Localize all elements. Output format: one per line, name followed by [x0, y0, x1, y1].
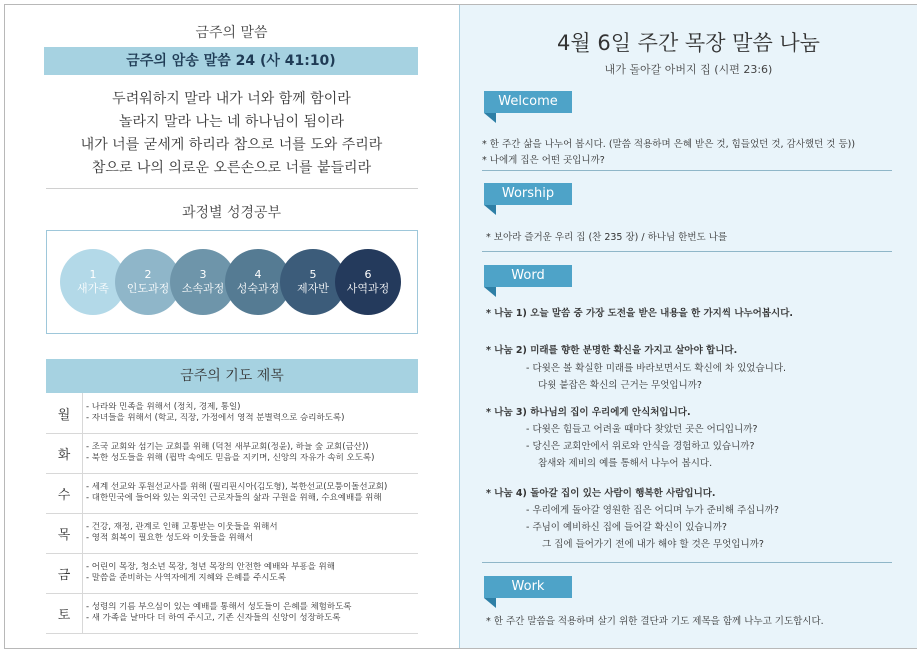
course-number: 1 — [89, 268, 97, 281]
left-panel — [4, 4, 459, 649]
course-name: 성숙과정 — [236, 282, 280, 295]
welcome-line: * 한 주간 삶을 나누어 봅시다. (말씀 적용하며 은혜 받은 것, 힘들었던 것, 감사했던 것 등)) — [482, 139, 856, 150]
prayer-line: - 말씀을 준비하는 사역자에게 지혜와 은혜를 주시도록 — [86, 573, 286, 583]
prayer-line: - 새 가족을 날마다 더 하여 주시고, 기존 신자들의 신앙이 성장하도록 — [86, 613, 341, 623]
prayer-day: 수 — [46, 473, 83, 513]
word-sub-line: 그 집에 들어가기 전에 내가 해야 할 것은 무엇입니까? — [542, 539, 764, 550]
verse-line: 놀라지 말라 나는 네 하나님이 됨이라 — [118, 114, 345, 130]
prayer-day: 화 — [46, 433, 83, 473]
word-question: * 나눔 3) 하나님의 집이 우리에게 안식처입니다. — [486, 407, 691, 418]
prayer-line: - 자녀들을 위해서 (학교, 직장, 가정에서 영적 분별력으로 승리하도록) — [86, 413, 345, 423]
section-divider — [482, 562, 892, 563]
prayer-row-tue — [46, 433, 418, 474]
prayer-day: 토 — [46, 593, 83, 633]
prayer-day: 목 — [46, 513, 83, 553]
word-sub-line: 다윗 붙잡은 확신의 근거는 무엇입니까? — [538, 380, 702, 391]
prayer-line: - 어린이 목장, 청소년 목장, 청년 목장의 안전한 예배와 부흥을 위해 — [86, 562, 335, 572]
right-panel — [459, 5, 917, 648]
tag-tail-icon — [484, 113, 496, 123]
word-sub-line: - 주님이 예비하신 집에 들어갈 확신이 있습니까? — [526, 522, 727, 533]
tag-tail-icon — [484, 205, 496, 215]
welcome-line: * 나에게 집은 어떤 곳입니까? — [482, 155, 605, 166]
verse-line: 내가 너를 굳세게 하리라 참으로 너를 도와 주리라 — [80, 137, 383, 153]
prayer-line: - 북한 성도들을 위해 (핍박 속에도 믿음을 지키며, 신앙의 자유가 속히 오도록) — [86, 453, 375, 463]
course-number: 4 — [254, 268, 262, 281]
prayer-row-wed — [46, 473, 418, 514]
prayer-line: - 조국 교회와 섬기는 교회를 위해 (덕천 새부교회(정윤), 하늘 숲 교회(금산)) — [86, 442, 369, 452]
prayer-title: 금주의 기도 제목 — [46, 359, 418, 393]
word-sub-line: - 당신은 교회안에서 위로와 안식을 경험하고 있습니까? — [526, 441, 755, 452]
tag-tail-icon — [484, 287, 496, 297]
section-divider — [482, 170, 892, 171]
course-title: 과정별 성경공부 — [181, 205, 282, 221]
sharing-subtitle: 내가 돌아갈 아버지 집 (시편 23:6) — [604, 63, 773, 76]
prayer-row-thu — [46, 513, 418, 554]
worship-tag: Worship — [484, 183, 572, 205]
work-line: * 한 주간 말씀을 적용하며 살기 위한 결단과 기도 제목을 함께 나누고 기도합시다. — [486, 616, 824, 627]
worship-line: * 보아라 즐거운 우리 집 (찬 235 장) / 하나님 한번도 나를 — [486, 232, 728, 243]
course-number: 3 — [199, 268, 207, 281]
prayer-line: - 성령의 기름 부으심이 있는 예배를 통해서 성도들이 은혜를 체험하도록 — [86, 602, 352, 612]
prayer-line: - 대한민국에 들어와 있는 외국인 근로자들의 삶과 구원을 위해, 수요예배를 위해 — [86, 493, 382, 503]
word-tag: Word — [484, 265, 572, 287]
course-name: 소속과정 — [181, 282, 225, 295]
tag-tail-icon — [484, 598, 496, 608]
prayer-row-fri — [46, 553, 418, 594]
prayer-row-sat — [46, 593, 418, 634]
word-sub-line: - 다윗은 힘들고 어려울 때마다 찾았던 곳은 어디입니까? — [526, 424, 758, 435]
course-number: 5 — [309, 268, 317, 281]
prayer-line: - 영적 회복이 필요한 성도와 이웃들을 위해서 — [86, 533, 254, 543]
word-question: * 나눔 4) 돌아갈 집이 있는 사람이 행복한 사람입니다. — [486, 488, 716, 499]
word-question: * 나눔 1) 오늘 말씀 중 가장 도전을 받은 내용을 한 가지씩 나누어봅시다. — [486, 308, 793, 319]
course-name: 제자반 — [297, 282, 329, 295]
prayer-day: 월 — [46, 393, 83, 433]
prayer-row-mon — [46, 393, 418, 434]
word-sub-line: - 우리에게 돌아갈 영원한 집은 어디며 누가 준비해 주십니까? — [526, 505, 779, 516]
section-divider — [482, 251, 892, 252]
verse-line: 참으로 나의 의로운 오른손으로 너를 붙들리라 — [91, 160, 372, 176]
course-name: 인도과정 — [126, 282, 170, 295]
course-number: 2 — [144, 268, 152, 281]
sharing-title: 4월 6일 주간 목장 말씀 나눔 — [557, 31, 820, 55]
work-tag: Work — [484, 576, 572, 598]
memory-verse-label: 금주의 암송 말씀 24 (사 41:10) — [44, 47, 418, 75]
prayer-day: 금 — [46, 553, 83, 593]
prayer-line: - 세계 선교와 후원선교사를 위해 (필리핀시아(김도형), 북한선교(모퉁이돌선교회) — [86, 482, 388, 492]
word-sub-line: 참새와 제비의 예를 통해서 나누어 봅시다. — [538, 458, 713, 469]
course-name: 새가족 — [77, 282, 109, 295]
section-divider — [46, 188, 418, 189]
word-sub-line: - 다윗은 볼 확실한 미래를 바라보면서도 확신에 차 있었습니다. — [526, 363, 787, 374]
word-question: * 나눔 2) 미래를 향한 분명한 확신을 가지고 살아야 합니다. — [486, 345, 738, 356]
prayer-line: - 건강, 재정, 관계로 인해 고통받는 이웃들을 위해서 — [86, 522, 278, 532]
prayer-line: - 나라와 민족을 위해서 (정치, 경제, 통일) — [86, 402, 241, 412]
welcome-tag: Welcome — [484, 91, 572, 113]
verse-line: 두려워하지 말라 내가 너와 함께 함이라 — [112, 91, 351, 107]
word-of-week-title: 금주의 말씀 — [195, 25, 268, 41]
course-circle-6 — [335, 249, 401, 315]
course-name: 사역과정 — [346, 282, 390, 295]
memory-verse-text — [34, 88, 429, 180]
course-number: 6 — [364, 268, 372, 281]
